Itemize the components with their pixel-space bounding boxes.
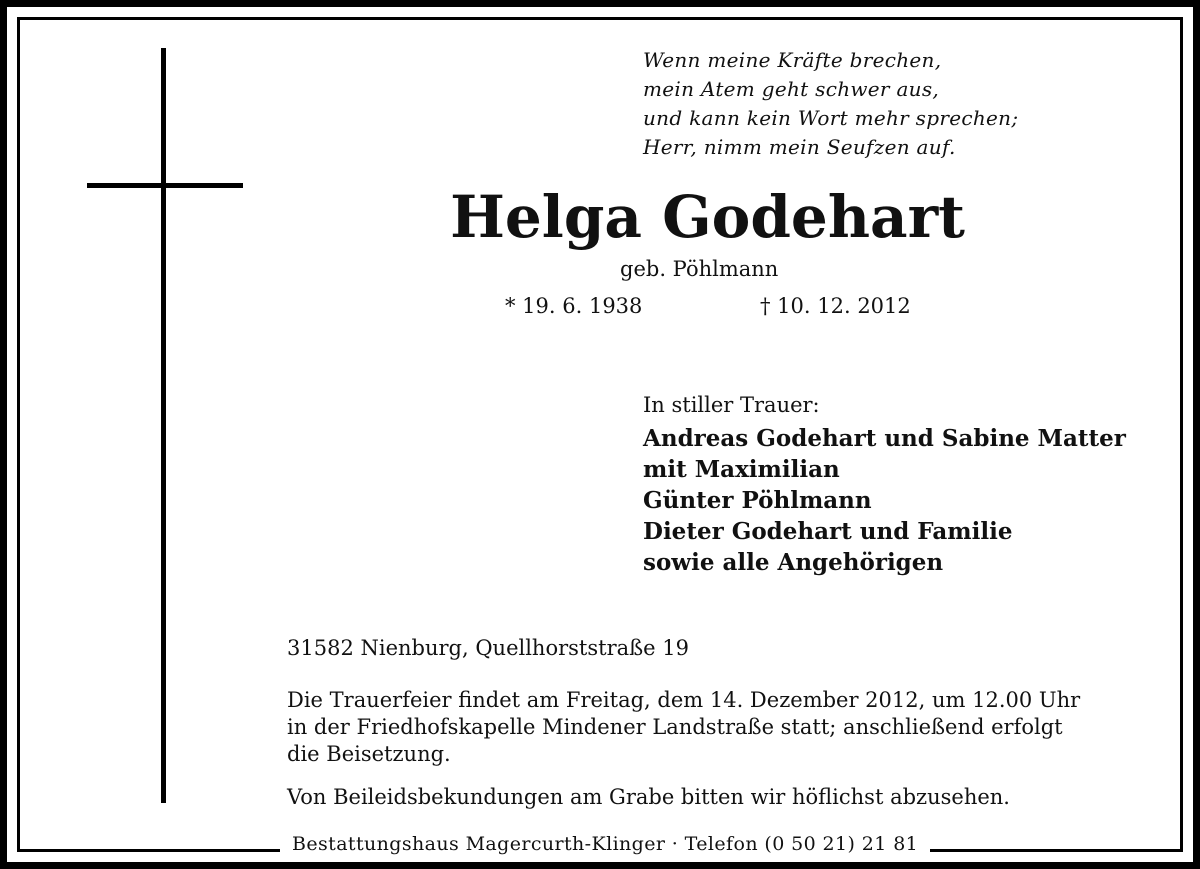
- death-date: † 10. 12. 2012: [760, 294, 911, 318]
- poem-line: mein Atem geht schwer aus,: [643, 77, 940, 101]
- deceased-name: Helga Godehart: [450, 183, 965, 251]
- address: 31582 Nienburg, Quellhorststraße 19: [287, 636, 689, 660]
- birth-name: geb. Pöhlmann: [620, 257, 779, 281]
- mourners-list: [643, 423, 1126, 578]
- poem: [643, 46, 1018, 162]
- ceremony-line: Die Trauerfeier findet am Freitag, dem 14. Dezember 2012, um 12.00 Uhr: [287, 688, 1081, 712]
- cross-vertical-bar: [161, 48, 166, 803]
- mourner-line: Andreas Godehart und Sabine Matter: [643, 425, 1126, 452]
- poem-line: und kann kein Wort mehr sprechen;: [643, 106, 1019, 130]
- poem-line: Herr, nimm mein Seufzen auf.: [643, 135, 956, 159]
- ceremony-line: die Beisetzung.: [287, 742, 451, 766]
- condolence-note: Von Beileidsbekundungen am Grabe bitten wir höflichst abzusehen.: [287, 785, 1010, 809]
- mourning-intro: In stiller Trauer:: [643, 393, 820, 417]
- funeral-home-footer: Bestattungshaus Magercurth-Klinger · Telefon (0 50 21) 21 81: [280, 833, 930, 855]
- poem-line: Wenn meine Kräfte brechen,: [643, 48, 942, 72]
- mourner-line: mit Maximilian: [643, 456, 840, 483]
- ceremony-line: in der Friedhofskapelle Mindener Landstraße statt; anschließend erfolgt: [287, 715, 1063, 739]
- mourner-line: Dieter Godehart und Familie: [643, 518, 1013, 545]
- birth-date: * 19. 6. 1938: [505, 294, 643, 318]
- ceremony-text: [287, 687, 1080, 768]
- mourner-line: Günter Pöhlmann: [643, 487, 872, 514]
- mourner-line: sowie alle Angehörigen: [643, 549, 944, 576]
